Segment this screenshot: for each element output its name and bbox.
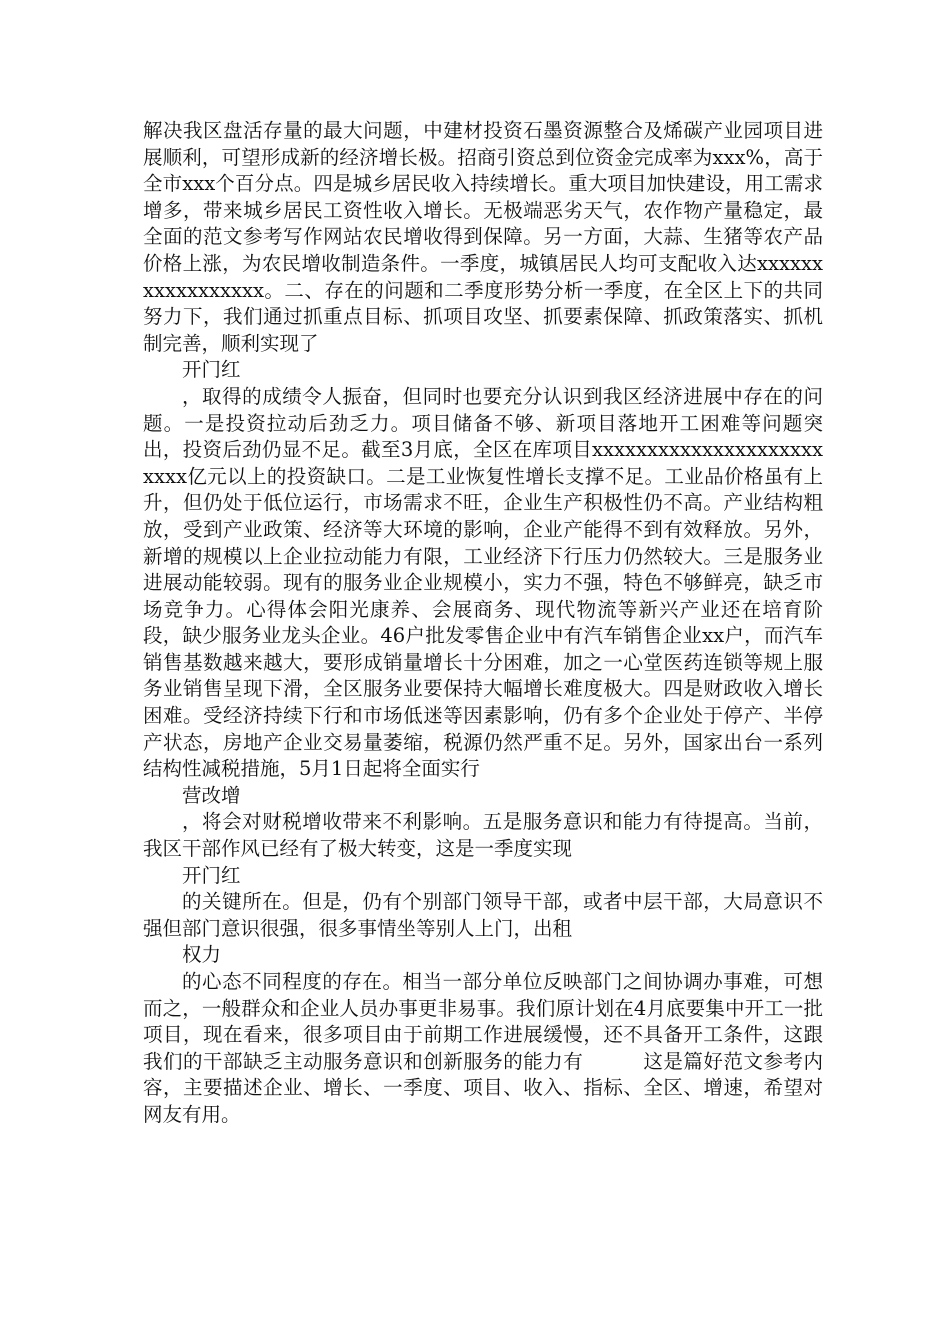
phrase-quanli: 权力 [182,943,222,967]
paragraph-2: ，取得的成绩令人振奋，但同时也要充分认识到我区经济进展中存在的问题。一是投资拉动后劲乏力。项目储备不够、新项目落地开工困难等问题突出，投资后劲仍显不足。截至3月底，全区在库项目xxxxxxxxxxxxxxxxxxxxxxxxx亿元以上的投资缺口。二是工业恢复性增长支撑不足。工业品价格虽有上升，但仍处于低位运行，市场需求不旺，企业生产积极性仍不高。产业结构粗放，受到产业政策、经济等大环境的影响，企业产能得不到有效释放。另外，新增的规模以上企业拉动能力有限，工业经济下行压力仍然较大。三是服务业进展动能较弱。现有的服务业企业规模小，实力不强，特色不够鲜亮，缺乏市场竞争力。心得体会阳光康养、会展商务、现代物流等新兴产业还在培育阶段，缺少服务业龙头企业。46户批发零售企业中有汽车销售企业xx户，而汽车销售基数越来越大，要形成销量增长十分困难，加之一心堂医药连锁等规上服务业销售呈现下滑，全区服务业要保持大幅增长难度极大。四是财政收入增长困难。受经济持续下行和市场低迷等因素影响，仍有多个企业处于停产、半停产状态，房地产企业交易量萎缩，税源仍然严重不足。另外，国家出台一系列结构性减税措施，5月1日起将全面实行 [143,384,823,781]
paragraph-1: 解决我区盘活存量的最大问题，中建材投资石墨资源整合及烯碳产业园项目进展顺利，可望形成新的经济增长极。招商引资总到位资金完成率为xxx%，高于全市xxx个百分点。四是城乡居民收入持续增长。重大项目加快建设，用工需求增多，带来城乡居民工资性收入增长。无极端恶劣天气，农作物产量稳定，最全面的范文参考写作网站农民增收得到保障。另一方面，大蒜、生猪等农产品价格上涨，为农民增收制造条件。一季度，城镇居民人均可支配收入达xxxxxxxxxxxxxxxxx。二、存在的问题和二季度形势分析一季度，在全区上下的共同努力下，我们通过抓重点目标、抓项目攻坚、抓要素保障、抓政策落实、抓机制完善，顺利实现了 [143,119,823,355]
phrase-yinggaizeng: 营改增 [182,783,241,807]
paragraph-5: 的心态不同程度的存在。相当一部分单位反映部门之间协调办事难，可想而之，一般群众和企业人员办事更非易事。我们原计划在4月底要集中开工一批项目，现在看来，很多项目由于前期工作进展缓慢，还不具备开工条件，这跟我们的干部缺乏主动服务意识和创新服务的能力有 这是篇好范文参考内容，主要描述企业、增长、一季度、项目、收入、指标、全区、增速，希望对网友有用。 [143,970,823,1126]
document-body [143,118,823,1129]
phrase-kaimenhong-2: 开门红 [182,863,241,887]
paragraph-3: ，将会对财税增收带来不利影响。五是服务意识和能力有待提高。当前，我区干部作风已经有了极大转变，这是一季度实现 [143,810,823,861]
phrase-kaimenhong-1: 开门红 [182,358,241,382]
paragraph-4: 的关键所在。但是，仍有个别部门领导干部，或者中层干部，大局意识不强但部门意识很强，很多事情坐等别人上门，出租 [143,890,823,940]
